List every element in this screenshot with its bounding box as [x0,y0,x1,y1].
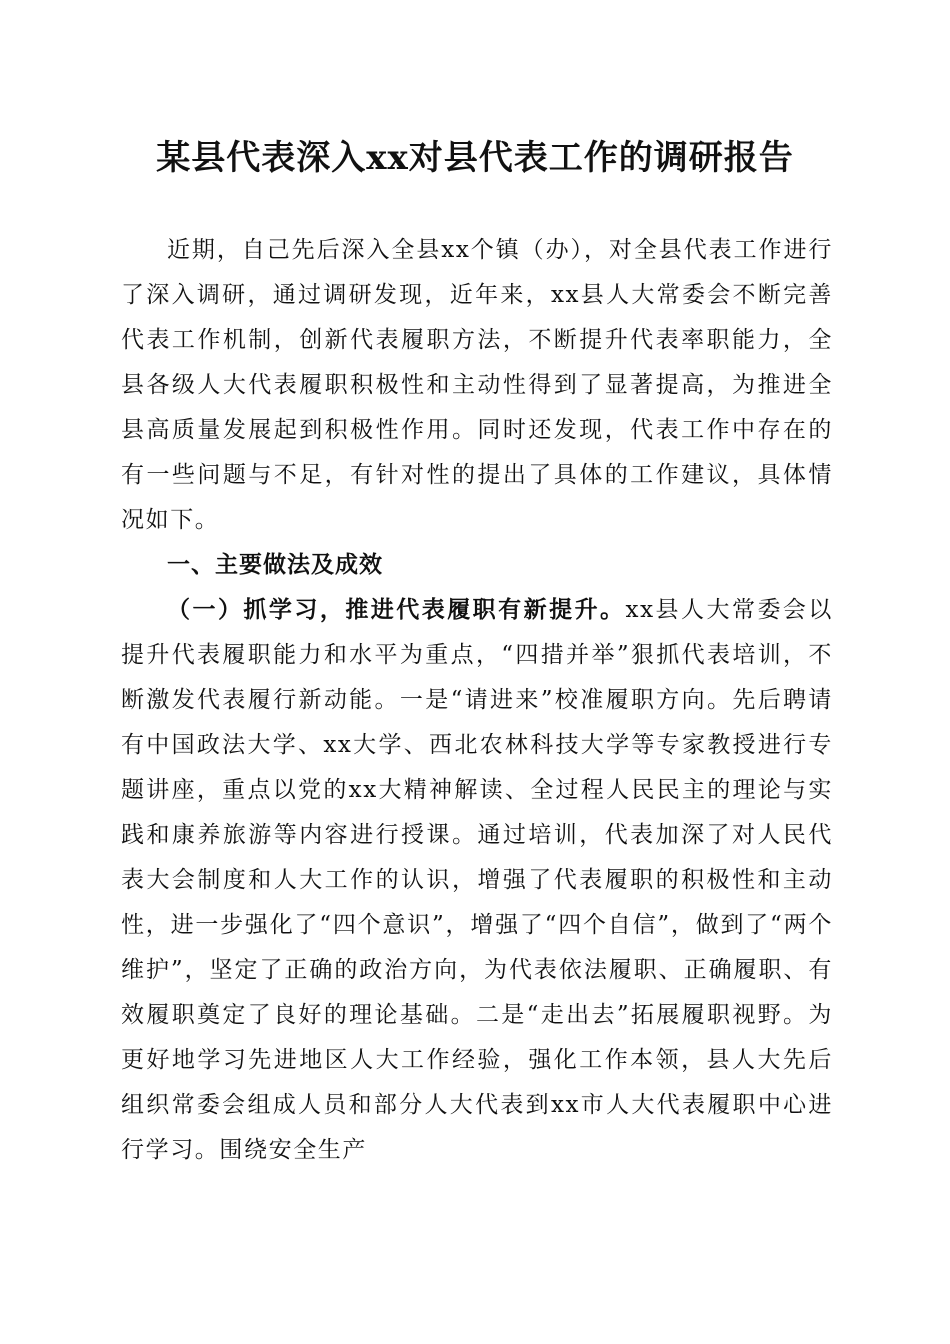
subsection-body: xx县人大常委会以提升代表履职能力和水平为重点，“四措并举”狠抓代表培训，不断激发代表履行新动能。一是“请进来”校准履职方向。先后聘请有中国政法大学、xx大学、西北农林科技大学等专家教授进行专题讲座，重点以党的xx大精神解读、全过程人民民主的理论与实践和康养旅游等内容进行授课。通过培训，代表加深了对人民代表大会制度和人大工作的认识，增强了代表履职的积极性和主动性，进一步强化了“四个意识”，增强了“四个自信”，做到了“两个维护”，坚定了正确的政治方向，为代表依法履职、正确履职、有效履职奠定了良好的理论基础。二是“走出去”拓展履职视野。为更好地学习先进地区人大工作经验，强化工作本领，县人大先后组织常委会组成人员和部分人大代表到xx市人大代表履职中心进行学习。围绕安全生产 [121,597,833,1163]
subsection-lead: （一）抓学习，推进代表履职有新提升。 [167,597,626,623]
document-body [121,228,833,1173]
document-title: 某县代表深入xx对县代表工作的调研报告 [156,138,794,178]
subsection-paragraph [121,588,833,1173]
intro-paragraph: 近期，自己先后深入全县xx个镇（办），对全县代表工作进行了深入调研，通过调研发现，近年来，xx县人大常委会不断完善代表工作机制，创新代表履职方法，不断提升代表率职能力，全县各级人大代表履职积极性和主动性得到了显著提高，为推进全县高质量发展起到积极性作用。同时还发现，代表工作中存在的有一些问题与不足，有针对性的提出了具体的工作建议，具体情况如下。 [121,237,833,533]
section-heading: 一、主要做法及成效 [167,552,383,578]
